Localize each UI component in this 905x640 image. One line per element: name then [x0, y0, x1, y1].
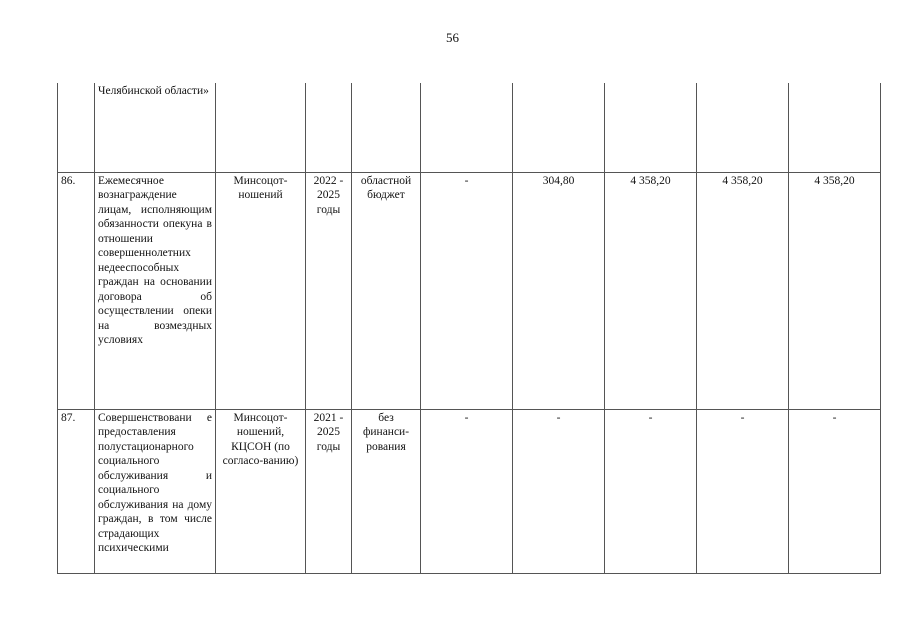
- value-col-2: 304,80: [513, 172, 605, 409]
- program-table: [57, 83, 881, 574]
- value-col-1: [421, 83, 513, 172]
- measure-name: Совершенствовани е предоставления полустационарного социального обслуживания и социального обслуживания на дому граждан, в том числе страдающих психическими: [95, 409, 216, 573]
- table-row: [58, 172, 881, 409]
- years: 2022 - 2025 годы: [306, 172, 352, 409]
- table-row: [58, 409, 881, 573]
- row-number: 86.: [58, 172, 95, 409]
- value-col-1: -: [421, 409, 513, 573]
- table-row: [58, 83, 881, 172]
- funding-source: без финанси-рования: [352, 409, 421, 573]
- value-col-3: -: [605, 409, 697, 573]
- value-col-4: [697, 83, 789, 172]
- page-number: 56: [446, 30, 459, 45]
- executor: Минсоцот-ношений: [216, 172, 306, 409]
- measure-name: Ежемесячное вознаграждение лицам, исполняющим обязанности опекуна в отношении совершеннолетних недееспособных граждан на основании договора об осуществлении опеки на возмездных условиях: [95, 172, 216, 409]
- executor: [216, 83, 306, 172]
- value-col-4: -: [697, 409, 789, 573]
- value-col-3: [605, 83, 697, 172]
- value-col-5: [789, 83, 881, 172]
- value-col-2: [513, 83, 605, 172]
- value-col-1: -: [421, 172, 513, 409]
- funding-source: областной бюджет: [352, 172, 421, 409]
- value-col-4: 4 358,20: [697, 172, 789, 409]
- measure-name: Челябинской области»: [95, 83, 216, 172]
- funding-source: [352, 83, 421, 172]
- years: [306, 83, 352, 172]
- value-col-5: -: [789, 409, 881, 573]
- value-col-3: 4 358,20: [605, 172, 697, 409]
- row-number: [58, 83, 95, 172]
- row-number: 87.: [58, 409, 95, 573]
- executor: Минсоцот-ношений, КЦСОН (по согласо-ванию): [216, 409, 306, 573]
- value-col-5: 4 358,20: [789, 172, 881, 409]
- value-col-2: -: [513, 409, 605, 573]
- years: 2021 - 2025 годы: [306, 409, 352, 573]
